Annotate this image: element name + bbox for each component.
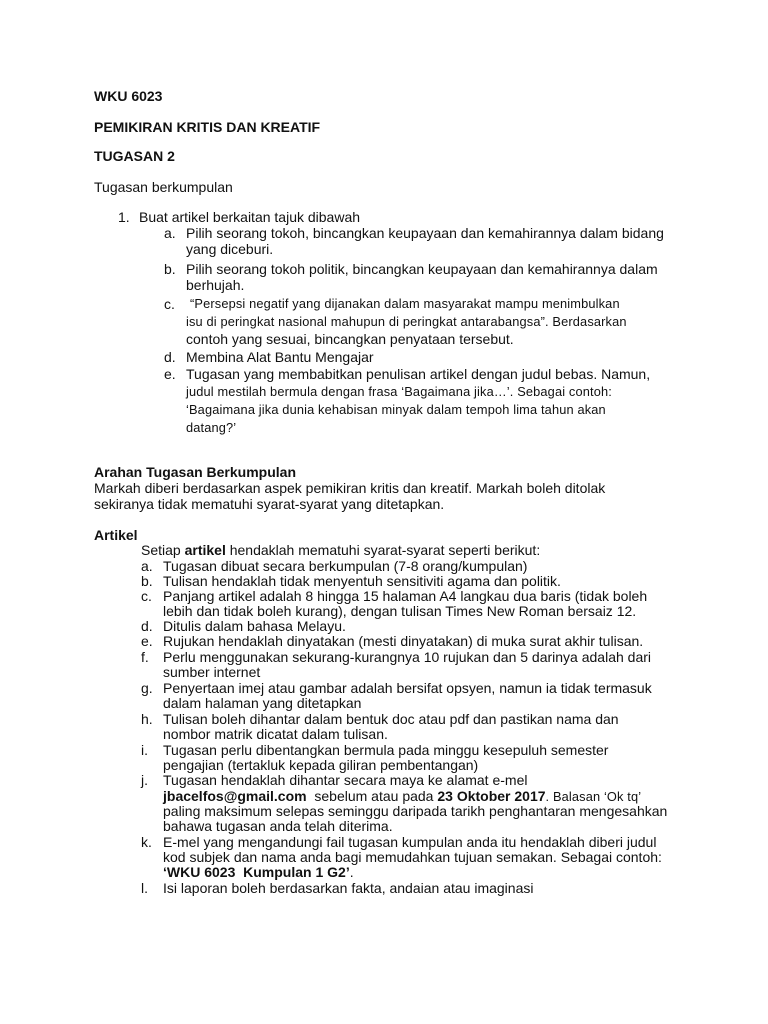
rule-text-part: sebelum atau pada — [306, 788, 438, 804]
article-intro-bold: artikel — [184, 542, 226, 558]
rule-line: Isi laporan boleh berdasarkan fakta, andaian atau imaginasi — [163, 880, 534, 896]
option-marker: e. — [164, 366, 176, 382]
rule-line: pengajian (tertakluk kepada giliran pembentangan) — [163, 757, 479, 773]
rule-line: paling maksimum selepas seminggu daripada tarikh penghantaran mengesahkan — [163, 803, 668, 819]
task-title: Buat artikel berkaitan tajuk dibawah — [139, 209, 361, 225]
guidance-line: Markah diberi berdasarkan aspek pemikiran kritis dan kreatif. Markah boleh ditolak — [94, 480, 606, 496]
rule-line: E-mel yang mengandungi fail tugasan kumpulan anda itu hendaklah diberi judul — [163, 834, 657, 850]
article-intro — [141, 542, 540, 558]
rule-line: Penyertaan imej atau gambar adalah bersifat opsyen, namun ia tidak termasuk — [163, 680, 652, 696]
rule-line: Panjang artikel adalah 8 hingga 15 halaman A4 langkau dua baris (tidak boleh — [163, 588, 648, 604]
email-address[interactable]: jbacelfos@gmail.com — [163, 788, 307, 804]
guidance-line: sekiranya tidak mematuhi syarat-syarat yang ditetapkan. — [94, 496, 445, 512]
option-line: Tugasan yang membabitkan penulisan artikel dengan judul bebas. Namun, — [186, 366, 651, 382]
rule-line: Perlu menggunakan sekurang-kurangnya 10 rujukan dan 5 darinya adalah dari — [163, 649, 651, 665]
rule-line: Tulisan boleh dihantar dalam bentuk doc atau pdf dan pastikan nama dan — [163, 711, 619, 727]
rule-line: Rujukan hendaklah dinyatakan (mesti dinyatakan) di muka surat akhir tulisan. — [163, 633, 644, 649]
rule-line: nombor matrik dicatat dalam tulisan. — [163, 726, 388, 742]
rule-line: Tugasan hendaklah dihantar secara maya ke alamat e-mel — [163, 772, 528, 788]
course-code: WKU 6023 — [94, 88, 163, 104]
article-heading: Artikel — [94, 527, 138, 543]
rule-marker: b. — [141, 573, 153, 589]
option-line: isu di peringkat nasional mahupun di peringkat antarabangsa”. Berdasarkan — [186, 314, 627, 329]
option-marker: d. — [164, 349, 176, 365]
intro-text: Tugasan berkumpulan — [94, 179, 233, 195]
rule-marker: l. — [141, 880, 148, 896]
option-line: Pilih seorang tokoh, bincangkan keupayaan dan kemahirannya dalam bidang — [186, 225, 664, 241]
rule-text-part: . — [349, 864, 354, 880]
task-marker: 1. — [118, 209, 130, 225]
option-line: datang?’ — [186, 420, 237, 435]
rule-marker: j. — [141, 772, 148, 788]
rule-line: Tugasan perlu dibentangkan bermula pada minggu kesepuluh semester — [163, 742, 609, 758]
course-title: PEMIKIRAN KRITIS DAN KREATIF — [94, 119, 321, 135]
rule-line: kod subjek dan nama anda bagi memudahkan tujuan semakan. Sebagai contoh: — [163, 849, 662, 865]
rule-marker: i. — [141, 742, 148, 758]
option-line: berhujah. — [186, 277, 245, 293]
assignment-title: TUGASAN 2 — [94, 148, 175, 164]
subject-example: ‘WKU 6023 Kumpulan 1 G2’ — [163, 864, 350, 880]
rule-marker: e. — [141, 633, 153, 649]
rule-line: sumber internet — [163, 664, 261, 680]
rule-line-example — [163, 864, 354, 880]
option-marker: c. — [164, 296, 175, 312]
rule-marker: k. — [141, 834, 152, 850]
option-line: ‘Bagaimana jika dunia kehabisan minyak dalam tempoh lima tahun akan — [186, 402, 606, 417]
option-line: “Persepsi negatif yang dijanakan dalam masyarakat mampu menimbulkan — [190, 296, 620, 311]
option-line: Membina Alat Bantu Mengajar — [186, 349, 374, 365]
rule-line: Ditulis dalam bahasa Melayu. — [163, 618, 346, 634]
rule-marker: d. — [141, 618, 153, 634]
option-line: yang diceburi. — [186, 241, 274, 257]
option-marker: a. — [164, 225, 176, 241]
rule-marker: c. — [141, 588, 152, 604]
option-line: contoh yang sesuai, bincangkan penyataan tersebut. — [186, 331, 514, 347]
article-intro-part: Setiap — [141, 542, 185, 558]
option-marker: b. — [164, 261, 176, 277]
deadline-date: 23 Oktober 2017 — [437, 788, 546, 804]
rule-marker: a. — [141, 558, 153, 574]
option-line: judul mestilah bermula dengan frasa ‘Bagaimana jika…’. Sebagai contoh: — [186, 384, 612, 399]
rule-line: lebih dan tidak boleh kurang), dengan tulisan Times New Roman bersaiz 12. — [163, 603, 637, 619]
rule-line: bahawa tugasan anda telah diterima. — [163, 818, 393, 834]
rule-text-part: . Balasan ‘Ok tq’ — [545, 789, 642, 804]
rule-line: dalam halaman yang ditetapkan — [163, 695, 362, 711]
rule-line: Tulisan hendaklah tidak menyentuh sensitiviti agama dan politik. — [163, 573, 561, 589]
option-line: Pilih seorang tokoh politik, bincangkan keupayaan dan kemahirannya dalam — [186, 261, 658, 277]
rule-marker: g. — [141, 680, 153, 696]
guidance-heading: Arahan Tugasan Berkumpulan — [94, 464, 297, 480]
article-intro-part: hendaklah mematuhi syarat-syarat seperti berikut: — [225, 542, 541, 558]
rule-line: Tugasan dibuat secara berkumpulan (7-8 orang/kumpulan) — [163, 558, 528, 574]
rule-marker: f. — [141, 649, 149, 665]
rule-marker: h. — [141, 711, 153, 727]
